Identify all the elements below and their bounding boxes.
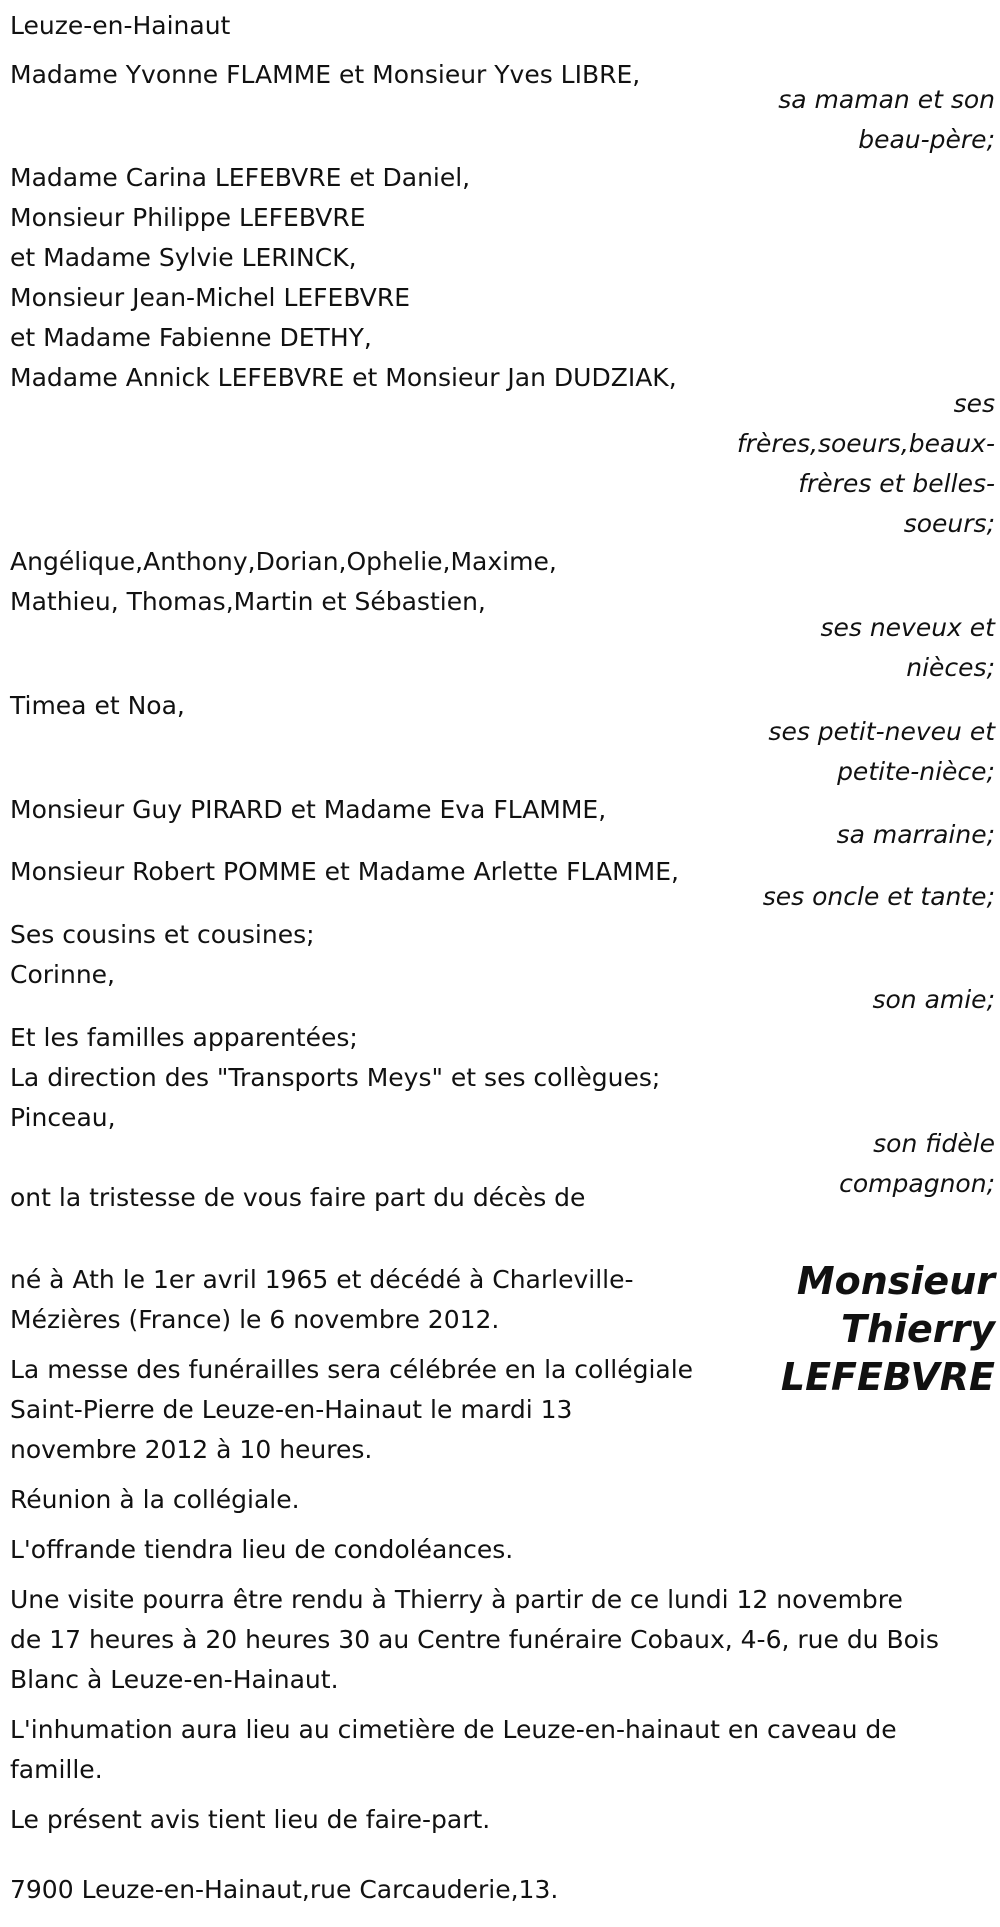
visit-line: Une visite pourra être rendu à Thierry à partir de ce lundi 12 novembre	[10, 1585, 903, 1614]
birth-death-line: né à Ath le 1er avril 1965 et décédé à Charleville-	[10, 1265, 634, 1294]
family-line: Pinceau,	[10, 1103, 116, 1132]
relation-label: son amie;	[872, 985, 995, 1014]
mass-line: Saint-Pierre de Leuze-en-Hainaut le mardi 13	[10, 1395, 573, 1424]
deceased-last-name: LEFEBVRE	[780, 1355, 995, 1399]
relation-label: ses	[953, 389, 995, 418]
deceased-title: Monsieur	[796, 1259, 995, 1303]
announcement-text: ont la tristesse de vous faire part du décès de	[10, 1183, 586, 1212]
relation-label: frères et belles-	[798, 469, 995, 498]
family-line: Et les familles apparentées;	[10, 1023, 358, 1052]
family-line: Monsieur Guy PIRARD et Madame Eva FLAMME,	[10, 795, 607, 824]
relation-label: petite-nièce;	[837, 757, 995, 786]
birth-death-line: Mézières (France) le 6 novembre 2012.	[10, 1305, 500, 1334]
family-line: et Madame Sylvie LERINCK,	[10, 243, 357, 272]
family-line: Timea et Noa,	[10, 691, 185, 720]
family-line: Madame Yvonne FLAMME et Monsieur Yves LIBRE,	[10, 60, 641, 89]
visit-line: Blanc à Leuze-en-Hainaut.	[10, 1665, 339, 1694]
relation-label: ses oncle et tante;	[762, 882, 995, 911]
deceased-first-name: Thierry	[840, 1307, 995, 1351]
relation-label: frères,soeurs,beaux-	[736, 429, 995, 458]
relation-label: sa marraine;	[836, 820, 995, 849]
relation-label: ses petit-neveu et	[768, 717, 995, 746]
address-text: 7900 Leuze-en-Hainaut,rue Carcauderie,13.	[10, 1875, 559, 1904]
family-line: Angélique,Anthony,Dorian,Ophelie,Maxime,	[10, 547, 557, 576]
family-line: Monsieur Philippe LEFEBVRE	[10, 203, 366, 232]
relation-label: son fidèle	[873, 1129, 995, 1158]
family-line: Monsieur Jean-Michel LEFEBVRE	[10, 283, 410, 312]
family-line: Madame Annick LEFEBVRE et Monsieur Jan DUDZIAK,	[10, 363, 677, 392]
mass-line: La messe des funérailles sera célébrée en la collégiale	[10, 1355, 694, 1384]
family-line: Monsieur Robert POMME et Madame Arlette FLAMME,	[10, 857, 679, 886]
visit-line: de 17 heures à 20 heures 30 au Centre funéraire Cobaux, 4-6, rue du Bois	[10, 1625, 939, 1654]
relation-label: ses neveux et	[820, 613, 995, 642]
relation-label: compagnon;	[839, 1169, 995, 1198]
family-line: Ses cousins et cousines;	[10, 920, 315, 949]
family-line: Mathieu, Thomas,Martin et Sébastien,	[10, 587, 486, 616]
family-line: Madame Carina LEFEBVRE et Daniel,	[10, 163, 471, 192]
city-heading: Leuze-en-Hainaut	[10, 11, 231, 40]
offering-text: L'offrande tiendra lieu de condoléances.	[10, 1535, 514, 1564]
burial-line: L'inhumation aura lieu au cimetière de Leuze-en-hainaut en caveau de	[10, 1715, 897, 1744]
notice-text: Le présent avis tient lieu de faire-part.	[10, 1805, 491, 1834]
family-line: Corinne,	[10, 960, 115, 989]
mass-line: novembre 2012 à 10 heures.	[10, 1435, 373, 1464]
family-line: et Madame Fabienne DETHY,	[10, 323, 372, 352]
relation-label: soeurs;	[903, 509, 995, 538]
relation-label: sa maman et son	[778, 85, 995, 114]
relation-label: beau-père;	[858, 125, 995, 154]
family-line: La direction des "Transports Meys" et ses collègues;	[10, 1063, 661, 1092]
reunion-text: Réunion à la collégiale.	[10, 1485, 300, 1514]
burial-line: famille.	[10, 1755, 103, 1784]
relation-label: nièces;	[906, 653, 995, 682]
deceased-name	[781, 1257, 995, 1401]
